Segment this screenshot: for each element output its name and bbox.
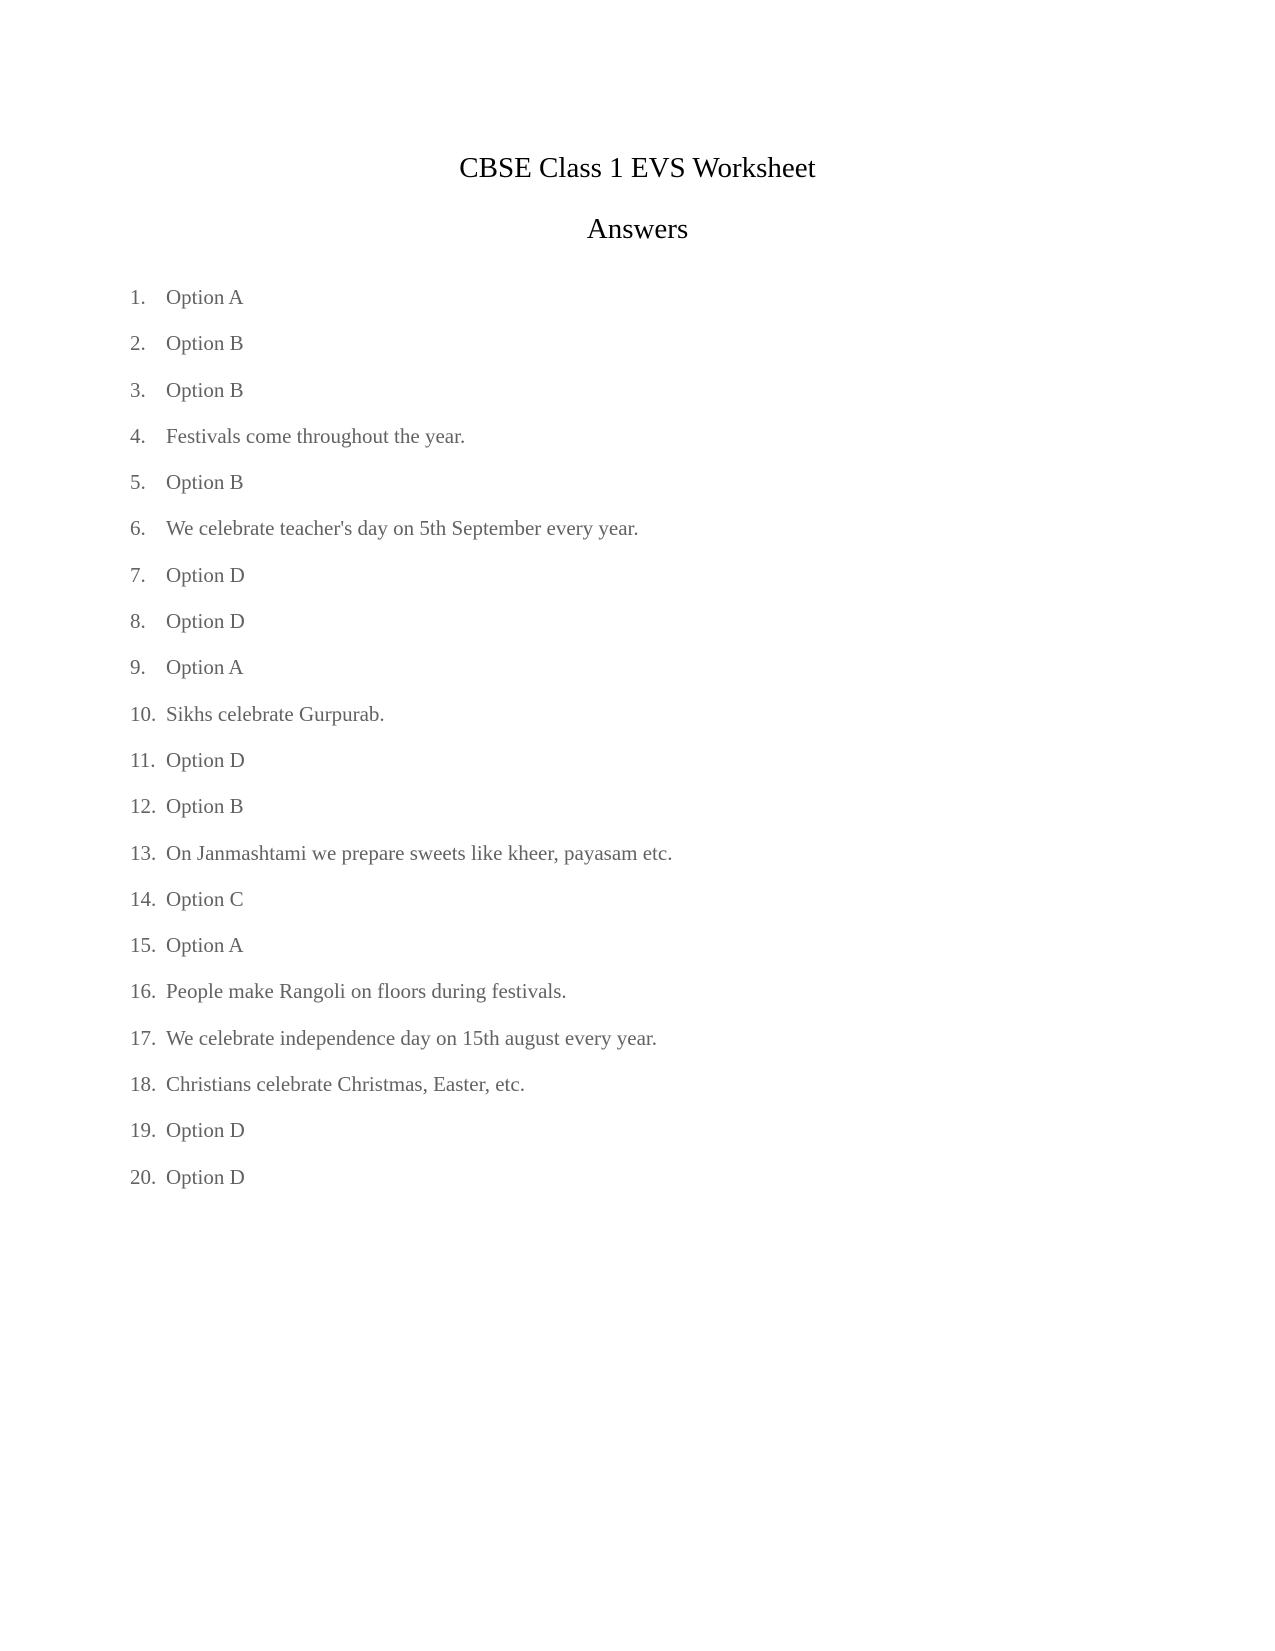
list-item — [130, 608, 672, 654]
list-item — [130, 654, 672, 700]
item-number: 3. — [130, 377, 146, 402]
item-number: 17. — [130, 1025, 157, 1050]
list-item — [130, 701, 672, 747]
list-item — [130, 978, 672, 1024]
list-item — [130, 793, 672, 839]
item-number: 9. — [130, 655, 146, 680]
item-number: 8. — [130, 609, 146, 634]
list-item — [130, 1071, 672, 1117]
list-item — [130, 284, 672, 330]
list-item — [130, 840, 672, 886]
item-text: Option B — [166, 331, 244, 356]
list-item — [130, 423, 672, 469]
item-number: 18. — [130, 1072, 157, 1097]
item-number: 12. — [130, 794, 157, 819]
item-number: 4. — [130, 423, 146, 448]
item-number: 15. — [130, 933, 157, 958]
list-item — [130, 1117, 672, 1163]
item-text: Option B — [166, 377, 244, 402]
item-number: 19. — [130, 1118, 157, 1143]
item-number: 2. — [130, 331, 146, 356]
list-item — [130, 747, 672, 793]
list-item — [130, 377, 672, 423]
list-item — [130, 1025, 672, 1071]
item-text: We celebrate teacher's day on 5th September every year. — [166, 516, 639, 541]
item-text: Christians celebrate Christmas, Easter, etc. — [166, 1072, 525, 1097]
list-item — [130, 886, 672, 932]
item-number: 7. — [130, 562, 146, 587]
list-item — [130, 515, 672, 561]
item-number: 11. — [130, 747, 156, 772]
item-text: Option B — [166, 470, 244, 495]
item-text: Option A — [166, 285, 244, 309]
list-item — [130, 469, 672, 515]
item-number: 14. — [130, 886, 157, 911]
list-item — [130, 330, 672, 376]
item-text: On Janmashtami we prepare sweets like kheer, payasam etc. — [166, 840, 673, 865]
item-text: Option A — [166, 655, 244, 680]
item-text: Option D — [166, 1164, 245, 1189]
answer-list — [130, 284, 672, 1210]
section-heading-answers: Answers — [586, 213, 689, 245]
item-number: 1. — [130, 285, 146, 309]
item-text: Option A — [166, 933, 244, 958]
item-text: We celebrate independence day on 15th august every year. — [166, 1025, 658, 1050]
item-number: 16. — [130, 979, 157, 1004]
list-item — [130, 562, 672, 608]
item-number: 5. — [130, 470, 146, 495]
item-number: 6. — [130, 516, 146, 541]
item-text: Option D — [166, 562, 245, 587]
item-text: Festivals come throughout the year. — [166, 423, 466, 448]
item-number: 10. — [130, 701, 157, 726]
item-number: 20. — [130, 1164, 157, 1189]
list-item — [130, 932, 672, 978]
item-text: People make Rangoli on floors during festivals. — [166, 979, 567, 1004]
item-text: Option D — [166, 747, 245, 772]
item-text: Option D — [166, 609, 245, 634]
item-text: Option B — [166, 794, 244, 819]
page-title: CBSE Class 1 EVS Worksheet — [459, 152, 816, 184]
item-text: Option C — [166, 886, 244, 911]
item-number: 13. — [130, 840, 157, 865]
item-text: Option D — [166, 1118, 245, 1143]
item-text: Sikhs celebrate Gurpurab. — [166, 701, 385, 726]
list-item — [130, 1164, 672, 1210]
